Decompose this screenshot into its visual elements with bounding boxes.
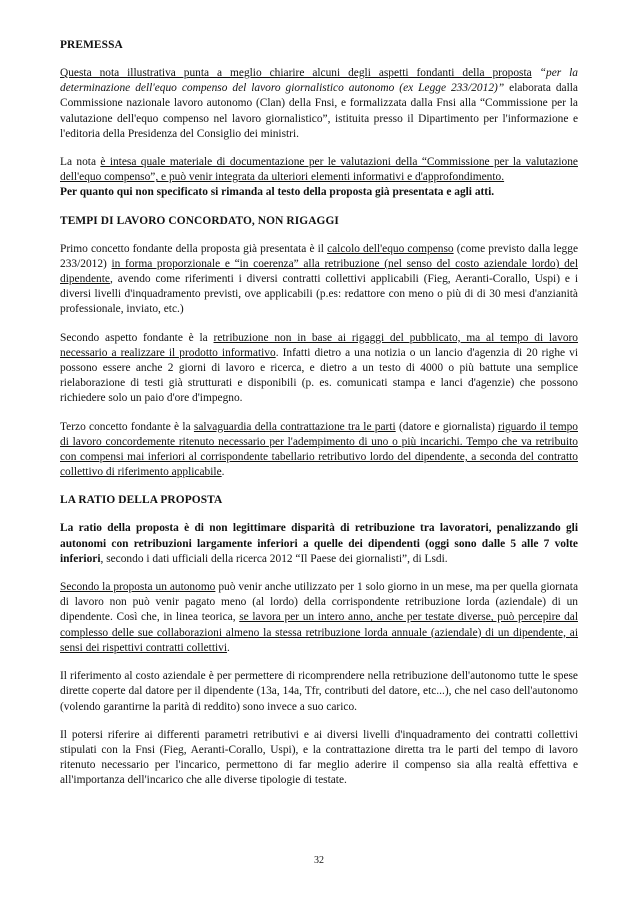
underlined-text: retribuzione non in base ai rigaggi del pubblicato, ma al tempo di lavoro necessario a realizzare il prodotto informativo [60,331,578,359]
plain-text: elaborata dalla Commissione nazionale lavoro autonomo (Clan) della Fnsi, e formalizzata dalla Fnsi alla “Commissione per la valutazione dell'equo compenso nel lavoro giornalistico”, istituita presso il Dipartimento per l'informazione e l'editoria della Presidenza del Consiglio dei ministri. [60,82,578,140]
underlined-text: Secondo la proposta un autonomo [60,581,216,594]
paragraph-ratio-2 [60,580,578,656]
underlined-text: in forma proporzionale e “in coerenza” alla retribuzione (nel senso del costo aziendale lordo) del dipendente [60,257,578,286]
paragraph-premessa-1 [60,66,578,142]
underlined-text: salvaguardia della contrattazione tra le parti [193,420,396,433]
paragraph-tempi-2 [60,331,578,407]
underlined-text: riguardo il tempo di lavoro concordemente ritenuto necessario per l'adempimento di uno o più incarichi. Tempo che va retribuito con compensi mai inferiori al corrispondente tabellario retributivo lordo del dipendente, a seconda del contratto collettivo di riferimento applicabile [60,420,578,479]
page-body [60,38,578,802]
paragraph-ratio-3: Il riferimento al costo aziendale è per permettere di ricomprendere nella retribuzione dell'autonomo tutte le spese dirette coperte dal datore per il dipendente (13a, 14a, Tfr, contributi del datore, etc...), che nel caso dell'autonomo (volendo garantirne la parità di reddito) sono invece a suo carico. [60,670,578,713]
section-title-premessa: PREMESSA [60,39,123,51]
bold-text: La ratio della proposta è di non legittimare disparità di retribuzione tra lavoratori, penalizzando gli autonomi con retribuzioni largamente inferiori a quelle dei dipendenti (oggi sono dalle 5 alle 7 volte inferiori [60,522,578,565]
underlined-text: se lavora per un intero anno, anche per testate diverse, può percepire dal complesso delle sue collaborazioni almeno la stessa retribuzione lorda annuale (aziendale) di un dipendente, ai sensi dei rispettivi contratti collettivi [60,611,578,654]
underlined-text: è intesa quale materiale di documentazione per le valutazioni della “Commissione per la valutazione dell'equo compenso”, e può venir integrata da ulteriori elementi informativi e d'approfondimento. [60,156,578,184]
underlined-text: Questa nota illustrativa punta a meglio chiarire alcuni degli aspetti fondanti della proposta [60,67,532,79]
paragraph-ratio-4: Il potersi riferire ai differenti parametri retributivi e ai diversi livelli d'inquadramento dei contratti collettivi stipulati con la Fnsi (Fieg, Aeranti-Corallo, Uspi), e la contrattazione diretta tra le parti del tempo di lavoro ritenuto necessario per l'incarico, permettono di far meglio aderire il compenso sia alla realtà effettiva e all'importanza dell'incarico che alle diverse tipologie di testate. [60,728,578,787]
plain-text: (datore e giornalista) [395,420,499,433]
plain-text: , avendo come riferimenti i diversi contratti collettivi applicabili (Fieg, Aeranti-Corallo, Uspi) e i diversi livelli d'inquadramento previsti, ove applicabili (p.es: redattore con meno o più di di 30 mesi d'anzianità professionale, inviato, etc.) [60,273,578,316]
section-title-ratio: LA RATIO DELLA PROPOSTA [60,494,223,507]
plain-text: La nota [60,156,101,169]
page-number: 32 [314,855,324,866]
paragraph-premessa-2 [60,155,578,201]
paragraph-tempi-3 [60,420,578,481]
bold-text: Per quanto qui non specificato si rimanda al testo della proposta già presentata e agli atti. [60,186,495,199]
plain-text: . [227,641,230,654]
underlined-text: calcolo dell'equo compenso [327,242,454,255]
plain-text: , secondo i dati ufficiali della ricerca 2012 “Il Paese dei giornalisti”, di Lsdi. [100,552,448,565]
italic-proposal-title: “per la determinazione dell'equo compenso del lavoro giornalistico autonomo (ex Legge 233/2012)” [60,67,578,95]
plain-text: (come previsto dalla legge 233/2012) [60,242,579,270]
plain-text: Secondo aspetto fondante è la [60,331,214,344]
plain-text: Primo concetto fondante della proposta già presentata è il [60,242,328,255]
plain-text: Terzo concetto fondante è la [60,420,194,433]
paragraph-ratio-1 [60,521,578,567]
plain-text: . [221,466,225,479]
plain-text: può venir anche utilizzato per 1 solo giorno in un mese, ma per quella giornata di lavoro non può venir pagato meno (al lordo) della corrispondente retribuzione lorda (aziendale) di un dipendente. Così che, in linea teorica, [60,581,578,624]
section-title-tempi-di-lavoro: TEMPI DI LAVORO CONCORDATO, NON RIGAGGI [60,214,339,227]
plain-text: . Infatti dietro a una notizia o un lancio d'agenzia di 20 righe vi possono essere anche 2 giorni di lavoro e ricerca, e dietro a un testo di 4000 o più battute una semplice rielaborazione di testi già strutturati e disponibili (p. es. comunicati stampa e lanci d'agenzie) che possono richiedere solo un paio d'ore d'impegno. [60,346,578,405]
paragraph-tempi-1 [60,242,578,318]
